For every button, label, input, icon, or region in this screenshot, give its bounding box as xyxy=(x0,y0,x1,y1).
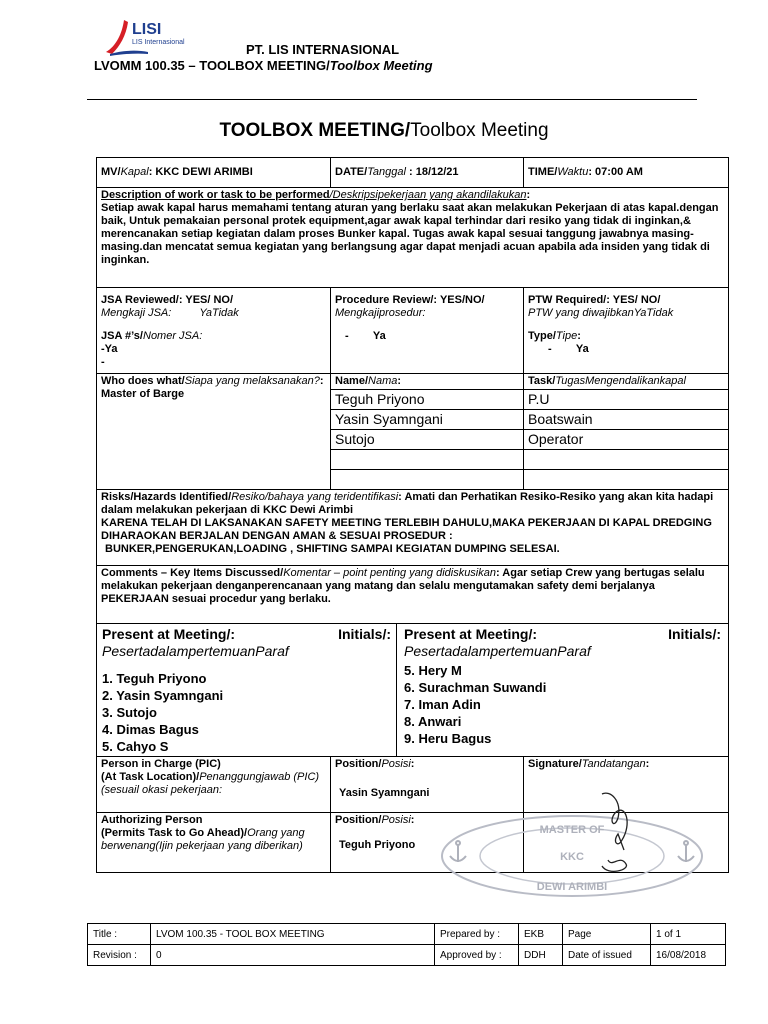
pic-position-cell: Position/Posisi: Yasin Syamngani xyxy=(331,757,524,813)
attendee: 3. Sutojo xyxy=(102,705,157,720)
footer-page-value: 1 of 1 xyxy=(651,924,726,945)
risks-cell: Risks/Hazards Identified/Resiko/bahaya yang teridentifikasi: Amati dan Perhatikan Resiko-Resiko yang akan kita hadapi dalam melakukan pekerjaan di KKC Dewi Arimbi KARENA TELAH DI LAKSANAKAN SAFETY MEETING TERLEBIH DAHULU,MAKA PEKERJAAN DI KAPAL DREDGING DIHARAOKAN BERJALAN DENGAN AMAN & SESUAI PROSEDUR : BUNKER,PENGERUKAN,LOADING , SHIFTING SAMPAI KEGIATAN DUMPING SELESAI. xyxy=(97,490,729,566)
attendee: 5. Hery M xyxy=(404,663,462,678)
crew-name: Teguh Priyono xyxy=(331,390,523,410)
crew-name xyxy=(331,470,523,489)
footer-table xyxy=(87,923,726,966)
crew-task: Boatswain xyxy=(524,410,728,430)
company-logo xyxy=(104,16,208,56)
crew-task: Operator xyxy=(524,430,728,450)
review-row xyxy=(97,288,729,374)
vessel-stamp xyxy=(432,790,712,900)
ptw-cell: PTW Required/: YES/ NO/ PTW yang diwajibkanYaTidak Type/Tipe: - Ya xyxy=(524,288,729,374)
time-cell: TIME/Waktu: 07:00 AM xyxy=(524,158,729,188)
footer-prepared-value: EKB xyxy=(519,924,563,945)
who-row xyxy=(97,374,729,490)
footer-row-2 xyxy=(88,945,726,966)
company-name: PT. LIS INTERNASIONAL xyxy=(246,42,400,57)
comments-cell: Comments – Key Items Discussed/Komentar – point penting yang didiskusikan: Agar setiap Crew yang bertugas selalu melakukan pekerjaan denganperencanaan yang matang dan selalu mengutamakan safety demi berjalanya PEKERJAAN sesuai procedur yang berlaku. xyxy=(97,566,729,624)
crew-task xyxy=(524,470,728,489)
crew-task: P.U xyxy=(524,390,728,410)
pic-cell: Person in Charge (PIC) (At Task Location)/Penanggungjawab (PIC) (sesuail okasi pekerjaan: xyxy=(97,757,331,813)
present-cell xyxy=(97,624,729,757)
vessel-row xyxy=(97,158,729,188)
crew-name xyxy=(331,450,523,470)
present-left: Present at Meeting/: Initials/: PesertadalampertemuanParaf 1. Teguh Priyono 2. Yasin Syamngani 3. Sutojo 4. Dimas Bagus 5. Cahyo S xyxy=(97,624,397,756)
procedure-cell: Procedure Review/: YES/NO/ Mengkajiprosedur: - Ya xyxy=(331,288,524,374)
description-text: Setiap awak kapal harus memahami tentang aturan yang berlaku saat akan melakukan Pekerjaan di atas kapal.dengan baik, Untuk pemakaian personal protek equipment,agar awak kapal terhindar dari resiko yang tidak di inginkan,& merencanakan setiap kegiatan dalam proses Bunker kapal. Tugas awak kapal sesuai tanggung jawabnya masing-masing.dan mencatat semua kegiatan yang berlangsung agar dapat menjadi acuan apabila ada insiden yang tidak di inginkan. xyxy=(101,202,719,266)
stamp-bottom-text: DEWI ARIMBI xyxy=(536,881,608,893)
who-cell: Who does what/Siapa yang melaksanakan?: Master of Barge xyxy=(97,374,331,490)
crew-task xyxy=(524,450,728,470)
footer-title-label: Title : xyxy=(88,924,151,945)
stamp-top-text: MASTER OF xyxy=(539,824,605,836)
crew-name: Sutojo xyxy=(331,430,523,450)
stamp-middle-text: KKC xyxy=(560,851,584,863)
description-cell: Description of work or task to be performed/Deskripsipekerjaan yang akandilakukan: Setiap awak kapal harus memahami tentang aturan yang berlaku saat akan melakukan Pekerjaan di atas kapal.dengan baik, Untuk pemakaian personal protek equipment,agar awak kapal terhindar dari resiko yang tidak di inginkan,& merencanakan setiap kegiatan dalam proses Bunker kapal. Tugas awak kapal sesuai tanggung jawabnya masing-masing.dan mencatat semua kegiatan yang berlangsung agar dapat menjadi acuan apabila ada insiden yang tidak di inginkan. xyxy=(97,188,729,288)
header-divider xyxy=(87,99,697,100)
attendee: 7. Iman Adin xyxy=(404,697,481,712)
auth-position-cell: Position/Posisi: Teguh Priyono xyxy=(331,813,524,873)
document-code: LVOMM 100.35 – TOOLBOX MEETING/Toolbox Meeting xyxy=(94,58,433,73)
present-row xyxy=(97,624,729,757)
attendee: 8. Anwari xyxy=(404,714,462,729)
vessel-cell: MV/Kapal: KKC DEWI ARIMBI xyxy=(97,158,331,188)
toolbox-form xyxy=(96,157,729,873)
attendee: 9. Heru Bagus xyxy=(404,731,492,746)
footer-page-label: Page xyxy=(563,924,651,945)
date-cell: DATE/Tanggal : 18/12/21 xyxy=(331,158,524,188)
attendee: 1. Teguh Priyono xyxy=(102,671,207,686)
footer-revision-value: 0 xyxy=(151,945,435,966)
footer-issued-value: 16/08/2018 xyxy=(651,945,726,966)
attendee: 6. Surachman Suwandi xyxy=(404,680,547,695)
risks-row xyxy=(97,490,729,566)
footer-revision-label: Revision : xyxy=(88,945,151,966)
tasks-cell: Task/TugasMengendalikankapal P.U Boatswain Operator xyxy=(524,374,729,490)
auth-cell: Authorizing Person (Permits Task to Go Ahead)/Orang yang berwenang(Ijin pekerjaan yang diberikan) xyxy=(97,813,331,873)
jsa-cell: JSA Reviewed/: YES/ NO/ Mengkaji JSA: YaTidak JSA #’s/Nomer JSA: -Ya - xyxy=(97,288,331,374)
footer-title-value: LVOM 100.35 - TOOL BOX MEETING xyxy=(151,924,435,945)
names-cell: Name/Nama: Teguh Priyono Yasin Syamngani Sutojo xyxy=(331,374,524,490)
attendee: 2. Yasin Syamngani xyxy=(102,688,224,703)
footer-approved-value: DDH xyxy=(519,945,563,966)
logo-text: LISI xyxy=(132,21,162,38)
logo-subtext: LIS Internasional xyxy=(132,39,185,46)
footer-prepared-label: Prepared by : xyxy=(435,924,519,945)
attendee: 4. Dimas Bagus xyxy=(102,722,199,737)
page-title: TOOLBOX MEETING/Toolbox Meeting xyxy=(219,120,549,141)
footer-approved-label: Approved by : xyxy=(435,945,519,966)
footer-row-1 xyxy=(88,924,726,945)
description-row xyxy=(97,188,729,288)
signature-cell: Signature/Tandatangan: xyxy=(524,757,729,813)
attendee: 5. Cahyo S xyxy=(102,739,169,754)
comments-row xyxy=(97,566,729,624)
footer-issued-label: Date of issued xyxy=(563,945,651,966)
present-right: Present at Meeting/: Initials/: PesertadalampertemuanParaf 5. Hery M 6. Surachman Suwandi 7. Iman Adin 8. Anwari 9. Heru Bagus xyxy=(404,626,721,746)
crew-name: Yasin Syamngani xyxy=(331,410,523,430)
